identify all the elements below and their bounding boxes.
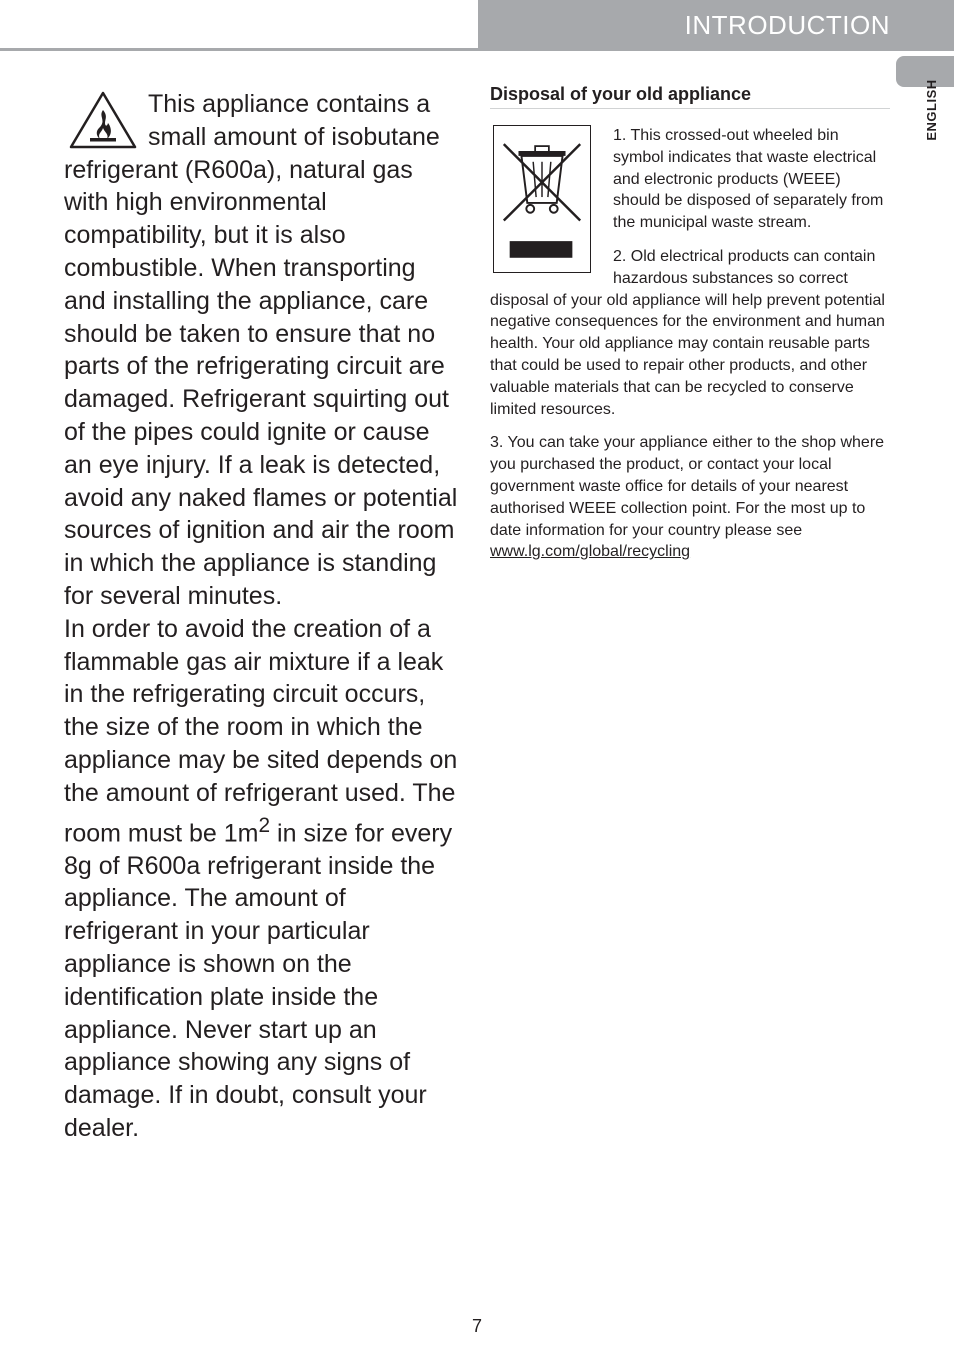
warning-paragraph-2: In order to avoid the creation of a flammable gas air mixture if a leak in the refrigerating circuit occurs, the size of the room in which the appliance may be sited depends on the amount of refrigerant used. The room must be $1m^2$ in size for every 8g of R600a refrigerant inside the appliance. The amount of refrigerant in your particular appliance is shown on the identification plate inside the appliance. Never start up an appliance showing any signs of damage. If in doubt, consult your dealer. [64,614,458,1143]
disposal-column [490,82,890,575]
warning-paragraph-1: This appliance contains a small amount of isobutane refrigerant (R600a), natural gas with high environmental compatibility, but it is also combustible. When transporting and installing the appliance, care should be taken to ensure that no parts of the refrigerating circuit are damaged. Refrigerant squirting out of the pipes could ignite or cause an eye injury. If a leak is detected, avoid any naked flames or potential sources of ignition and air the room in which the appliance is standing for several minutes. [64,90,458,610]
crossed-out-wheeled-bin-icon [493,125,591,273]
square-meter-superscript: 2 [258,813,271,837]
flammable-warning-icon [68,90,138,150]
safety-warning-column [64,88,464,1145]
language-label: ENGLISH [924,79,939,141]
header-rule [0,48,478,51]
disposal-item-1: 1. This crossed-out wheeled bin symbol indicates that waste electrical and electronic products (WEEE) should be disposed of separately from the municipal waste stream. [613,127,884,232]
page-number: 7 [471,1316,482,1336]
disposal-item-3: 3. You can take your appliance either to the shop where you purchased the product, or contact your local government waste office for details of your nearest authorised WEEE collection point. For the most up to date information for your country please see www.lg.com/global/recycling [490,434,885,561]
recycling-link[interactable]: www.lg.com/global/recycling [490,543,691,561]
disposal-heading: Disposal of your old appliance [490,82,890,109]
section-title: INTRODUCTION [684,10,890,40]
disposal-item-2: 2. Old electrical products can contain hazardous substances so correct disposal of your old appliance will help prevent potential negative consequences for the environment and human health. Your old appliance may contain reusable parts that could be used to repair other products, and other valuable materials that can be recycled to conserve limited resources. [490,247,885,418]
section-header-tab [478,0,954,51]
